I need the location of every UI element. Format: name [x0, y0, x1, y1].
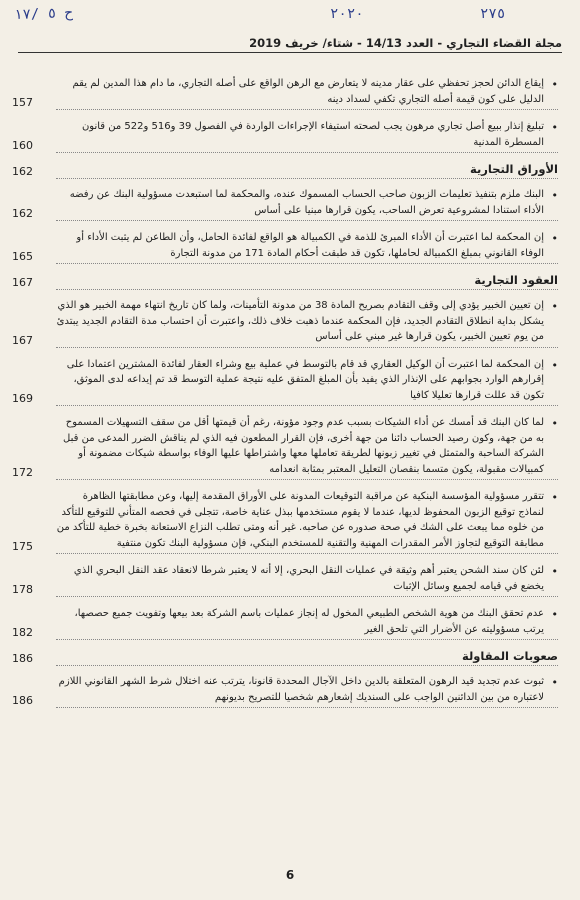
item-text: • لما كان البنك قد أمسك عن أداء الشيكات بسبب عدم وجود مؤونة، رغم أن قيمتها أقل من سقف التسهيلات المسموح به من جهة، وكون رصيد الحساب دائنا من جهة أخرى، فإن القرار المطعون فيه الذي لم يناقش الضرر المدعى من قبل الشركة الساحبة والمتمثل في تغيير زبونها لطريقة تعاملها معها واشتراطها عليها الوفاء بواسطة شيكات مضمونة أو كمبيالات مقبولة، يكون متسما بنقصان التعليل المعتبر بمثابة انعدامه: [56, 415, 558, 480]
list-item: [12, 489, 558, 554]
section-page-number: 162: [12, 165, 33, 178]
handwritten-note-left: ح ٥ /١٧: [13, 4, 74, 24]
list-item: [12, 606, 558, 640]
list-item: [12, 357, 558, 407]
section-heading: [12, 649, 558, 666]
item-text: • إن تعيين الخبير يؤدي إلى وقف التقادم بصريح المادة 38 من مدونة التأمينات، ولما كان تاريخ انتهاء مهمة الخبير هو الذي يشكل بداية انطلاق التقادم الجديد، فإن المحكمة عندما ذهبت خلاف ذلك، واعتبرت أن احتساب مدة التقادم الجديد يبتدئ من يوم تعيين الخبير، يكون قرارها غير مبني على أساس: [56, 298, 558, 348]
list-item: [12, 563, 558, 597]
section-page-number: 167: [12, 276, 33, 289]
item-page-number: 178: [12, 583, 33, 596]
list-item: [12, 230, 558, 264]
list-item: [12, 415, 558, 480]
section-title: صعوبات المقاولة: [56, 649, 558, 666]
item-page-number: 162: [12, 207, 33, 220]
item-page-number: 172: [12, 466, 33, 479]
item-text: • إيقاع الدائن لحجز تحفظي على عقار مدينه لا يتعارض مع الرهن الواقع على أصله التجاري، ما دام هذا المدين لم يقم الدليل على كون قيمة أصله التجاري تكفي لسداد دينه: [56, 76, 558, 110]
item-page-number: 167: [12, 333, 33, 347]
page-number: 6: [285, 868, 295, 882]
item-page-number: 165: [12, 250, 33, 263]
list-item: [12, 119, 558, 153]
section-title: الأوراق التجارية: [56, 162, 558, 179]
item-page-number: 186: [12, 694, 33, 707]
item-page-number: 169: [12, 392, 33, 405]
item-text: • لئن كان سند الشحن يعتبر أهم وثيقة في عمليات النقل البحري، إلا أنه لا يعتبر شرطا لانعقاد عقد النقل البحري الذي يخضع في قيامه لجميع وسائل الإثبات: [56, 563, 558, 597]
section-title: العقود التجارية: [56, 273, 558, 290]
item-text: • إن المحكمة لما اعتبرت أن الأداء المبرئ للذمة في الكمبيالة هو الواقع لفائدة الحامل، وأن الطاعن لم يثبت الأداء أو الوفاء القانوني بمبلغ الكمبيالة لحاملها، تكون قد طبقت أحكام المادة 171 من مدونة التجارة: [56, 230, 558, 264]
item-text: • إن المحكمة لما اعتبرت أن الوكيل العقاري قد قام بالتوسط في عملية بيع وشراء العقار لفائدة المشترين اعتمادا على إقرارهم الوارد بجوابهم على الإنذار الذي يفيد بأن المبلغ المتفق عليه نتيجة عملية التوسط قد تم إيداعه لدى الموثق، تكون قد عللت قرارها تعليلا كافيا: [56, 357, 558, 407]
list-item: [12, 298, 558, 348]
item-text: • البنك ملزم بتنفيذ تعليمات الزبون صاحب الحساب المسموك عنده، والمحكمة لما استبعدت مسؤولية البنك عن رفضه الأداء استنادا لمشروعية تعرض الساحب، يكون قرارها مبنيا على أساس: [56, 187, 558, 221]
list-item: [12, 674, 558, 708]
section-heading: [12, 162, 558, 179]
item-page-number: 157: [12, 96, 33, 109]
section-heading: [12, 273, 558, 290]
handwritten-note-middle: ٢٠٢٠: [330, 6, 364, 22]
item-text: • ثبوت عدم تجديد قيد الرهون المتعلقة بالدين داخل الآجال المحددة قانونا، يترتب عنه اختلال شرط الشهر القانوني اللازم لاعتباره من بين الدائنين الواجب على السنديك إشعارهم شخصيا للتصريح بديونهم: [56, 674, 558, 708]
item-page-number: 182: [12, 626, 33, 639]
item-page-number: 160: [12, 139, 33, 152]
item-page-number: 175: [12, 540, 33, 553]
journal-header: مجلة القضاء التجاري - العدد 14/13 - شتاء/ خريف 2019: [18, 36, 562, 53]
item-text: • عدم تحقق البنك من هوية الشخص الطبيعي المخول له إنجاز عمليات باسم الشركة بعد بيعها وتفويت جميع حصصها، يرتب مسؤوليته عن الأضرار التي تلحق الغير: [56, 606, 558, 640]
handwritten-note-right: ٢٧٥: [480, 6, 506, 22]
list-item: [12, 76, 558, 110]
table-of-contents: [12, 76, 558, 850]
list-item: [12, 187, 558, 221]
item-text: • تبليغ إنذار ببيع أصل تجاري مرهون يجب لصحته استيفاء الإجراءات الواردة في الفصول 39 و516 و522 من قانون المسطرة المدنية: [56, 119, 558, 153]
section-page-number: 186: [12, 652, 33, 665]
item-text: • تتقرر مسؤولية المؤسسة البنكية عن مراقبة التوقيعات المدونة على الأوراق المقدمة إليها، وعن مطابقتها الظاهرة لنماذج توقيع الزبون المحفوظ لديها، عندما لا يقوم مستخدمها ببذل عناية خاصة، تتجلى في فحصه المتأني للتوقيع للتأكد من خلوه مما يبعث على الشك في صحة صدوره عن صاحبه. غير أنه ومتى تطلب النزاع الاستعانة بخبرة خطية للتأكد من مطابقة التوقيع لتجاوز الأمر المقدرات المهنية والتقنية للمستخدم البنكي، فإن مسؤولية البنك تكون منتفية: [56, 489, 558, 554]
